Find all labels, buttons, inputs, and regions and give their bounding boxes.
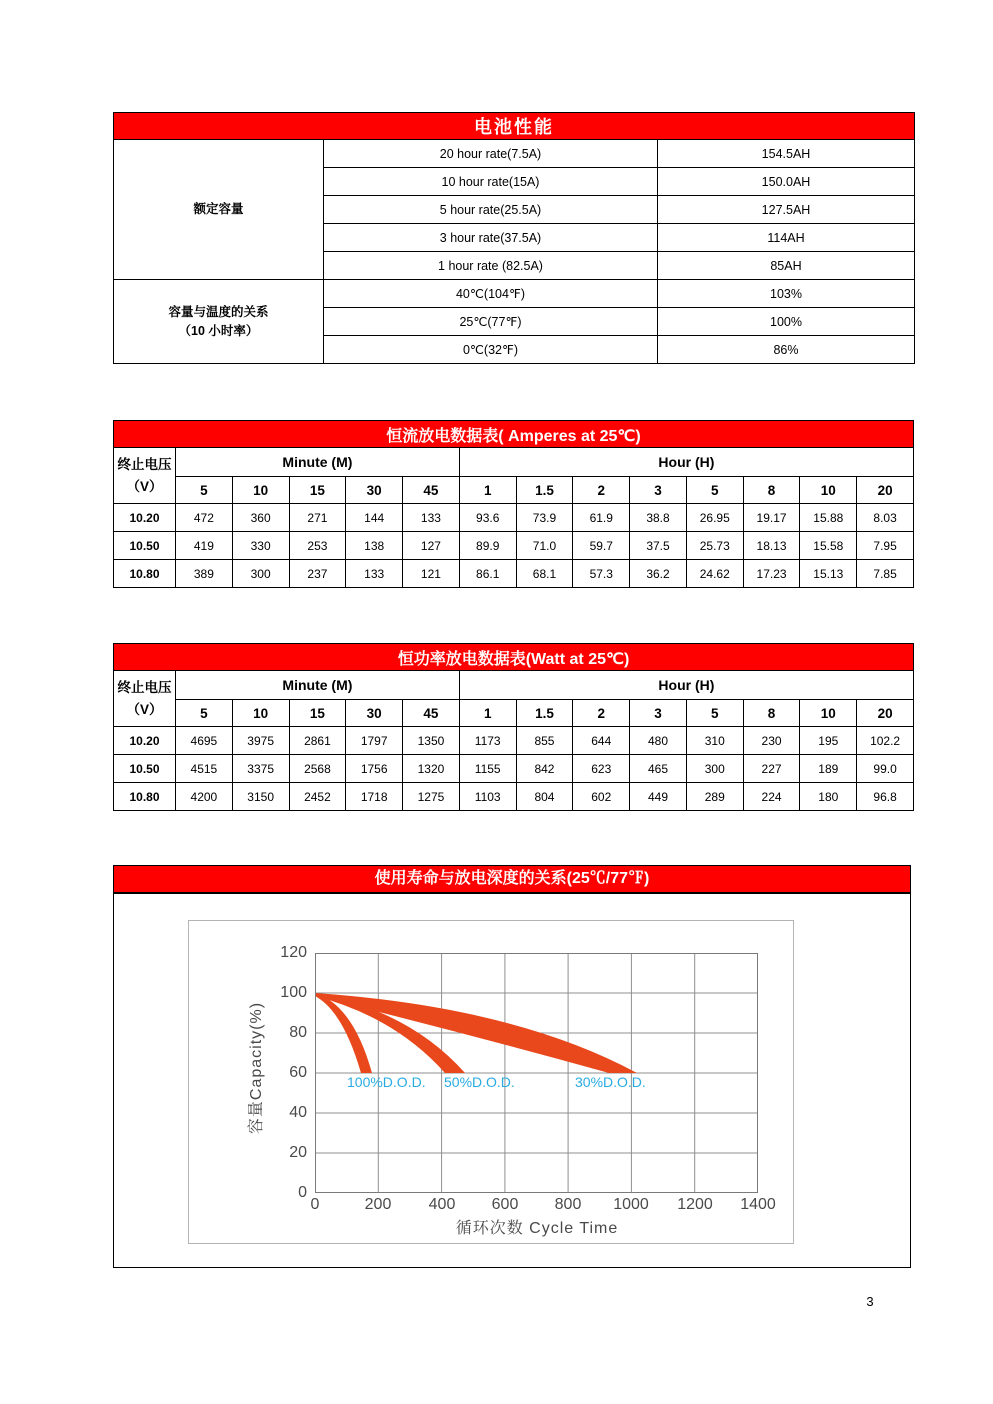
column-header: 3 bbox=[630, 700, 687, 727]
value-cell: 2568 bbox=[289, 755, 346, 783]
value-cell: 17.23 bbox=[743, 560, 800, 588]
value-cell: 3975 bbox=[232, 727, 289, 755]
value-cell: 180 bbox=[800, 783, 857, 811]
column-header: 20 bbox=[857, 700, 914, 727]
table-title-row bbox=[114, 113, 915, 140]
column-header-row bbox=[114, 477, 914, 504]
table-row bbox=[114, 532, 914, 560]
rate-name: 1 hour rate (82.5A) bbox=[324, 252, 658, 280]
x-tick-label: 600 bbox=[491, 1196, 519, 1213]
minute-header: Minute (M) bbox=[176, 671, 460, 700]
rate-value: 154.5AH bbox=[658, 140, 915, 168]
power-table-title: 恒功率放电数据表(Watt at 25℃) bbox=[114, 644, 914, 671]
value-cell: 57.3 bbox=[573, 560, 630, 588]
value-cell: 26.95 bbox=[686, 504, 743, 532]
value-cell: 7.95 bbox=[857, 532, 914, 560]
label-line: （V） bbox=[126, 478, 163, 494]
constant-power-discharge-table bbox=[113, 643, 914, 811]
value-cell: 189 bbox=[800, 755, 857, 783]
value-cell: 230 bbox=[743, 727, 800, 755]
rate-value: 127.5AH bbox=[658, 196, 915, 224]
y-tick-label: 60 bbox=[289, 1064, 307, 1081]
voltage-cell: 10.50 bbox=[114, 532, 176, 560]
cycle-life-plot bbox=[315, 953, 758, 1193]
value-cell: 472 bbox=[176, 504, 233, 532]
temp-name: 40℃(104℉) bbox=[324, 280, 658, 308]
x-tick-label: 800 bbox=[554, 1196, 582, 1213]
table-row bbox=[114, 755, 914, 783]
value-cell: 127 bbox=[403, 532, 460, 560]
value-cell: 19.17 bbox=[743, 504, 800, 532]
x-tick-label: 400 bbox=[428, 1196, 456, 1213]
value-cell: 144 bbox=[346, 504, 403, 532]
y-tick-label: 40 bbox=[289, 1104, 307, 1121]
column-header: 1.5 bbox=[516, 477, 573, 504]
value-cell: 310 bbox=[686, 727, 743, 755]
rate-value: 85AH bbox=[658, 252, 915, 280]
column-header: 8 bbox=[743, 700, 800, 727]
value-cell: 300 bbox=[686, 755, 743, 783]
end-voltage-header bbox=[114, 671, 176, 727]
value-cell: 4695 bbox=[176, 727, 233, 755]
end-voltage-header bbox=[114, 448, 176, 504]
value-cell: 360 bbox=[232, 504, 289, 532]
value-cell: 1155 bbox=[459, 755, 516, 783]
column-header: 45 bbox=[403, 700, 460, 727]
value-cell: 2861 bbox=[289, 727, 346, 755]
value-cell: 224 bbox=[743, 783, 800, 811]
column-header: 10 bbox=[800, 477, 857, 504]
value-cell: 93.6 bbox=[459, 504, 516, 532]
table-row bbox=[114, 560, 914, 588]
value-cell: 465 bbox=[630, 755, 687, 783]
value-cell: 253 bbox=[289, 532, 346, 560]
value-cell: 1350 bbox=[403, 727, 460, 755]
x-tick-label: 1000 bbox=[613, 1196, 649, 1213]
page-number: 3 bbox=[866, 1294, 874, 1309]
column-header: 15 bbox=[289, 700, 346, 727]
value-cell: 99.0 bbox=[857, 755, 914, 783]
minute-header: Minute (M) bbox=[176, 448, 460, 477]
value-cell: 1320 bbox=[403, 755, 460, 783]
column-header: 30 bbox=[346, 700, 403, 727]
value-cell: 133 bbox=[346, 560, 403, 588]
label-line: （10 小时率） bbox=[178, 323, 259, 338]
value-cell: 227 bbox=[743, 755, 800, 783]
label-line: 终止电压 bbox=[117, 679, 172, 695]
column-header: 5 bbox=[176, 700, 233, 727]
value-cell: 389 bbox=[176, 560, 233, 588]
column-header: 1 bbox=[459, 700, 516, 727]
chart-title: 使用寿命与放电深度的关系(25℃/77℉) bbox=[113, 865, 911, 893]
table-row bbox=[114, 504, 914, 532]
table-row bbox=[114, 727, 914, 755]
column-header: 5 bbox=[686, 700, 743, 727]
y-tick-label: 0 bbox=[298, 1184, 307, 1201]
value-cell: 68.1 bbox=[516, 560, 573, 588]
column-header: 5 bbox=[686, 477, 743, 504]
rate-name: 20 hour rate(7.5A) bbox=[324, 140, 658, 168]
dod-label-30: 30%D.O.D. bbox=[575, 1074, 646, 1090]
value-cell: 300 bbox=[232, 560, 289, 588]
temp-name: 25℃(77℉) bbox=[324, 308, 658, 336]
value-cell: 3150 bbox=[232, 783, 289, 811]
value-cell: 3375 bbox=[232, 755, 289, 783]
table-row bbox=[114, 140, 915, 168]
voltage-cell: 10.50 bbox=[114, 755, 176, 783]
column-header: 3 bbox=[630, 477, 687, 504]
value-cell: 271 bbox=[289, 504, 346, 532]
value-cell: 15.88 bbox=[800, 504, 857, 532]
column-header: 45 bbox=[403, 477, 460, 504]
rate-value: 150.0AH bbox=[658, 168, 915, 196]
value-cell: 1275 bbox=[403, 783, 460, 811]
value-cell: 36.2 bbox=[630, 560, 687, 588]
column-header: 5 bbox=[176, 477, 233, 504]
value-cell: 195 bbox=[800, 727, 857, 755]
value-cell: 61.9 bbox=[573, 504, 630, 532]
label-line: （V） bbox=[126, 701, 163, 717]
temp-name: 0℃(32℉) bbox=[324, 336, 658, 364]
value-cell: 96.8 bbox=[857, 783, 914, 811]
table-title-row bbox=[114, 644, 914, 671]
column-header: 1 bbox=[459, 477, 516, 504]
label-line: 容量与温度的关系 bbox=[168, 304, 269, 319]
value-cell: 102.2 bbox=[857, 727, 914, 755]
battery-table-title: 电池性能 bbox=[114, 113, 915, 140]
x-axis-label: 循环次数 Cycle Time bbox=[455, 1220, 619, 1237]
value-cell: 89.9 bbox=[459, 532, 516, 560]
rate-name: 5 hour rate(25.5A) bbox=[324, 196, 658, 224]
value-cell: 480 bbox=[630, 727, 687, 755]
y-tick-label: 120 bbox=[280, 944, 307, 961]
dod-label-100: 100%D.O.D. bbox=[347, 1074, 426, 1090]
rate-value: 114AH bbox=[658, 224, 915, 252]
value-cell: 4200 bbox=[176, 783, 233, 811]
value-cell: 8.03 bbox=[857, 504, 914, 532]
value-cell: 59.7 bbox=[573, 532, 630, 560]
voltage-cell: 10.80 bbox=[114, 560, 176, 588]
column-header: 2 bbox=[573, 700, 630, 727]
value-cell: 71.0 bbox=[516, 532, 573, 560]
value-cell: 623 bbox=[573, 755, 630, 783]
column-header: 8 bbox=[743, 477, 800, 504]
value-cell: 237 bbox=[289, 560, 346, 588]
value-cell: 2452 bbox=[289, 783, 346, 811]
value-cell: 602 bbox=[573, 783, 630, 811]
hour-header: Hour (H) bbox=[459, 448, 913, 477]
column-header: 10 bbox=[800, 700, 857, 727]
x-tick-label: 200 bbox=[364, 1196, 392, 1213]
value-cell: 37.5 bbox=[630, 532, 687, 560]
column-header: 15 bbox=[289, 477, 346, 504]
rated-capacity-label: 额定容量 bbox=[114, 140, 324, 280]
x-tick-label: 1200 bbox=[677, 1196, 713, 1213]
value-cell: 38.8 bbox=[630, 504, 687, 532]
value-cell: 644 bbox=[573, 727, 630, 755]
rate-name: 3 hour rate(37.5A) bbox=[324, 224, 658, 252]
value-cell: 133 bbox=[403, 504, 460, 532]
table-row bbox=[114, 448, 914, 477]
temp-value: 86% bbox=[658, 336, 915, 364]
value-cell: 15.13 bbox=[800, 560, 857, 588]
value-cell: 15.58 bbox=[800, 532, 857, 560]
capacity-temperature-label bbox=[114, 280, 324, 364]
voltage-cell: 10.80 bbox=[114, 783, 176, 811]
column-header: 10 bbox=[232, 477, 289, 504]
dod-label-50: 50%D.O.D. bbox=[444, 1074, 515, 1090]
value-cell: 24.62 bbox=[686, 560, 743, 588]
voltage-cell: 10.20 bbox=[114, 727, 176, 755]
label-line: 终止电压 bbox=[117, 456, 172, 472]
column-header-row bbox=[114, 700, 914, 727]
value-cell: 7.85 bbox=[857, 560, 914, 588]
column-header: 30 bbox=[346, 477, 403, 504]
value-cell: 1756 bbox=[346, 755, 403, 783]
table-row bbox=[114, 671, 914, 700]
value-cell: 330 bbox=[232, 532, 289, 560]
table-title-row bbox=[114, 421, 914, 448]
value-cell: 419 bbox=[176, 532, 233, 560]
constant-current-discharge-table bbox=[113, 420, 914, 588]
y-tick-label: 100 bbox=[280, 984, 307, 1001]
hour-header: Hour (H) bbox=[459, 671, 913, 700]
value-cell: 121 bbox=[403, 560, 460, 588]
y-axis-label: 容量Capacity(%) bbox=[248, 1001, 265, 1135]
value-cell: 855 bbox=[516, 727, 573, 755]
value-cell: 842 bbox=[516, 755, 573, 783]
current-table-title: 恒流放电数据表( Amperes at 25℃) bbox=[114, 421, 914, 448]
value-cell: 25.73 bbox=[686, 532, 743, 560]
column-header: 1.5 bbox=[516, 700, 573, 727]
value-cell: 86.1 bbox=[459, 560, 516, 588]
value-cell: 1718 bbox=[346, 783, 403, 811]
value-cell: 289 bbox=[686, 783, 743, 811]
value-cell: 1797 bbox=[346, 727, 403, 755]
value-cell: 4515 bbox=[176, 755, 233, 783]
voltage-cell: 10.20 bbox=[114, 504, 176, 532]
x-tick-label: 1400 bbox=[740, 1196, 776, 1213]
value-cell: 449 bbox=[630, 783, 687, 811]
table-row bbox=[114, 280, 915, 308]
cycle-life-chart-section bbox=[113, 865, 911, 1268]
y-tick-label: 20 bbox=[289, 1144, 307, 1161]
value-cell: 804 bbox=[516, 783, 573, 811]
temp-value: 103% bbox=[658, 280, 915, 308]
column-header: 10 bbox=[232, 700, 289, 727]
y-tick-label: 80 bbox=[289, 1024, 307, 1041]
chart-body bbox=[113, 893, 911, 1268]
battery-performance-table bbox=[113, 112, 915, 364]
temp-value: 100% bbox=[658, 308, 915, 336]
x-tick-label: 0 bbox=[310, 1196, 320, 1213]
value-cell: 1103 bbox=[459, 783, 516, 811]
value-cell: 73.9 bbox=[516, 504, 573, 532]
column-header: 20 bbox=[857, 477, 914, 504]
table-row bbox=[114, 783, 914, 811]
value-cell: 1173 bbox=[459, 727, 516, 755]
value-cell: 18.13 bbox=[743, 532, 800, 560]
grid-lines bbox=[315, 953, 758, 1193]
value-cell: 138 bbox=[346, 532, 403, 560]
column-header: 2 bbox=[573, 477, 630, 504]
rate-name: 10 hour rate(15A) bbox=[324, 168, 658, 196]
